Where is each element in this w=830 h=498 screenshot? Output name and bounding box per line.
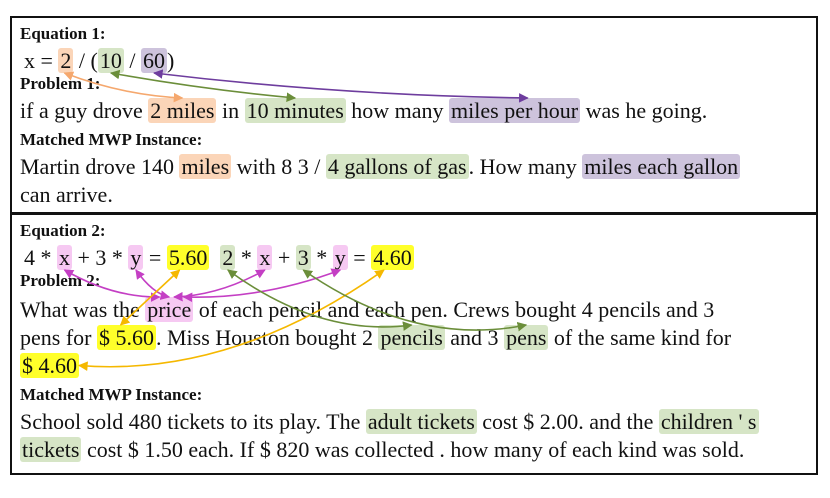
eq2-value-4-60: 4.60 xyxy=(373,245,412,270)
matched-mwp-1-line-2: can arrive. xyxy=(20,182,113,207)
eq2-number-3: 3 xyxy=(297,245,309,270)
eq1-number-60: 60 xyxy=(143,48,165,73)
matched-mwp-2-line-1: School sold 480 tickets to its play. The adult tickets cost $ 2.00. and the children ' s xyxy=(20,409,757,434)
problem-1-text: if a guy drove 2 miles in 10 minutes how many miles per hour was he going. xyxy=(20,98,708,123)
matched-mwp-2-line-2: tickets cost $ 1.50 each. If $ 820 was collected . how many of each kind was sold. xyxy=(22,437,745,462)
problem-2-highlight-4-60: $ 4.60 xyxy=(22,353,77,378)
equation-1: x = 2 / (10 / 60) xyxy=(24,48,175,73)
problem-2-line-1: What was the price of each pencil and each pen. Crews bought 4 pencils and 3 xyxy=(20,297,715,322)
example-panel-2 xyxy=(10,213,818,475)
matched-mwp-1-line-1: Martin drove 140 miles with 8 3 / 4 gallons of gas. How many miles each gallon xyxy=(20,154,739,179)
problem-1-highlight-miles-per-hour: miles per hour xyxy=(451,98,579,123)
mwp-2-highlight-adult-tickets: adult tickets xyxy=(367,409,475,434)
eq2-variable-x-1: x xyxy=(59,245,70,270)
problem-2-highlight-price: price xyxy=(147,297,192,322)
eq1-number-10: 10 xyxy=(99,48,122,73)
problem-2-highlight-pens: pens xyxy=(506,325,547,350)
problem-2-label: Problem 2: xyxy=(20,271,101,290)
matched-mwp-2-label: Matched MWP Instance: xyxy=(20,385,203,404)
problem-1-label: Problem 1: xyxy=(20,74,101,93)
equation-2: 4 * x + 3 * y = 5.60 2 * x + 3 * y = 4.60 xyxy=(24,245,412,270)
matched-mwp-1-label: Matched MWP Instance: xyxy=(20,130,203,149)
problem-1-highlight-10-minutes: 10 minutes xyxy=(246,98,344,123)
example-panel-1 xyxy=(10,16,818,214)
mwp-1-highlight-miles-each-gallon: miles each gallon xyxy=(584,154,739,179)
eq2-value-5-60: 5.60 xyxy=(168,245,208,270)
eq2-variable-x-2: x xyxy=(259,245,271,270)
problem-2-line-2: pens for $ 5.60. Miss Houston bought 2 pencils and 3 pens of the same kind for xyxy=(20,325,732,350)
problem-2-highlight-pencils: pencils xyxy=(380,325,443,350)
mwp-1-highlight-miles: miles xyxy=(181,154,230,179)
mwp-2-highlight-childrens: children ' s xyxy=(660,409,757,434)
eq2-number-2: 2 xyxy=(222,245,234,270)
eq2-variable-y-2: y xyxy=(334,245,346,270)
eq1-number-2: 2 xyxy=(60,48,72,73)
eq2-variable-y-1: y xyxy=(130,245,142,270)
equation-2-label: Equation 2: xyxy=(20,221,106,240)
mwp-2-highlight-tickets: tickets xyxy=(22,437,80,462)
problem-2-line-3 xyxy=(20,353,79,379)
mwp-1-highlight-gallons: 4 gallons of gas xyxy=(327,154,467,179)
problem-1-highlight-2-miles: 2 miles xyxy=(150,98,215,123)
problem-2-highlight-5-60: $ 5.60 xyxy=(98,325,154,350)
equation-1-label: Equation 1: xyxy=(20,24,106,43)
